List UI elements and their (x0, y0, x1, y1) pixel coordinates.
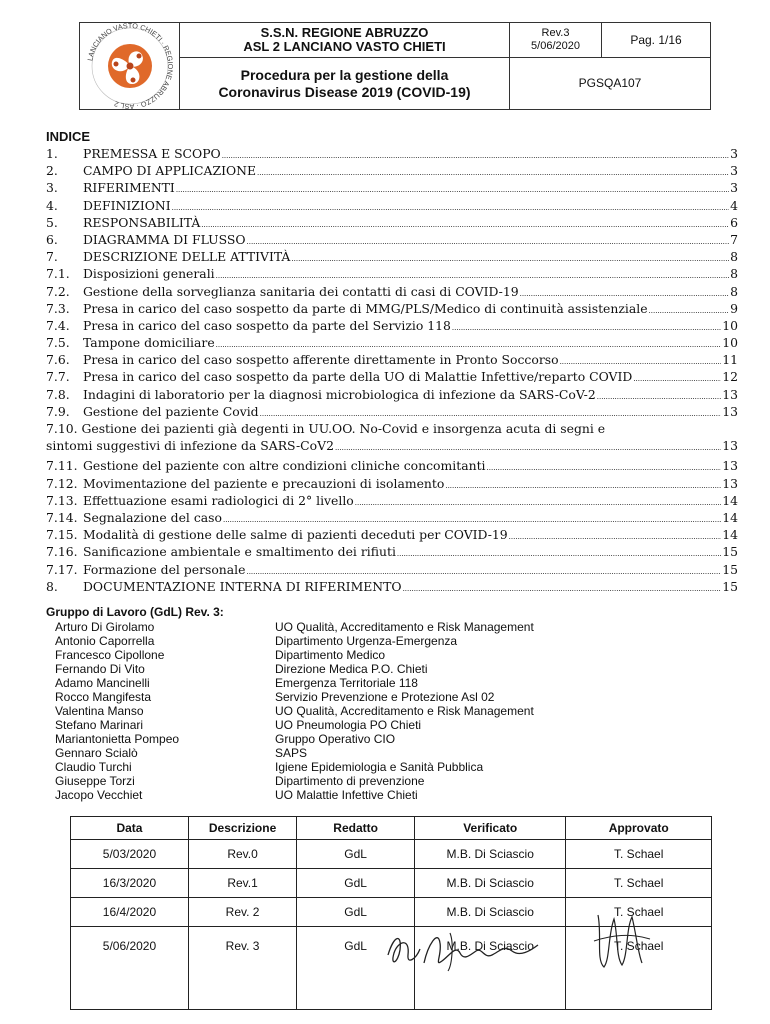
member-unit: Dipartimento Urgenza-Emergenza (275, 634, 458, 648)
table-of-contents (46, 145, 738, 595)
rev-description: Rev.0 (188, 840, 296, 869)
rev-verified: M.B. Di Sciascio (415, 840, 566, 869)
member-name: Claudio Turchi (55, 760, 132, 774)
revision-header-row (71, 817, 712, 840)
member-unit: UO Qualità, Accreditamento e Risk Management (275, 704, 534, 718)
list-item (55, 704, 655, 718)
rev-description: Rev.1 (188, 869, 296, 898)
rev-drafted: GdL (297, 840, 415, 869)
rev-description: Rev. 3 (188, 927, 296, 1010)
toc-entry-number: 2. (46, 163, 58, 179)
procedure-line-2: Coronavirus Disease 2019 (COVID-19) (218, 84, 471, 100)
toc-entry-page: 14 (722, 509, 738, 525)
toc-entry-page: 14 (722, 527, 738, 543)
triskelion-icon (108, 44, 152, 88)
toc-entry[interactable] (46, 334, 738, 351)
list-item (55, 690, 655, 704)
rev-date: 16/3/2020 (71, 869, 189, 898)
toc-entry-number: 7.11. (46, 458, 78, 474)
toc-entry-number: 7.14. (46, 509, 78, 525)
toc-entry-page: 13 (722, 386, 738, 402)
toc-dot-leader (403, 578, 722, 598)
member-unit: Servizio Prevenzione e Protezione Asl 02 (275, 690, 495, 704)
rev-verified: M.B. Di Sciascio (415, 898, 566, 927)
toc-entry-page: 9 (730, 300, 738, 316)
list-item (55, 774, 655, 788)
rev-verified: M.B. Di Sciascio (415, 869, 566, 898)
toc-entry-title: Sanificazione ambientale e smaltimento dei rifiuti (83, 544, 396, 560)
rev-drafted: GdL (297, 898, 415, 927)
member-unit: Gruppo Operativo CIO (275, 732, 396, 746)
toc-entry-title-continued (46, 437, 738, 457)
rev-approved: T. Schael (566, 840, 712, 869)
toc-entry[interactable] (46, 492, 738, 509)
toc-entry-number: 7.6. (46, 352, 70, 368)
toc-entry[interactable] (46, 561, 738, 578)
toc-entry-number: 7.4. (46, 317, 70, 333)
list-item (55, 718, 655, 732)
toc-entry[interactable] (46, 543, 738, 560)
toc-entry-page: 13 (722, 438, 738, 454)
toc-entry-title: Formazione del personale (83, 561, 246, 577)
working-group-list (55, 620, 655, 802)
toc-entry[interactable] (46, 475, 738, 492)
revision-cell (510, 23, 602, 58)
index-title: INDICE (46, 129, 91, 144)
toc-entry-title: Effettuazione esami radiologici di 2° livello (83, 492, 354, 508)
toc-entry-title: Gestione del paziente Covid (83, 403, 259, 419)
signature-approved (588, 905, 658, 975)
toc-entry[interactable] (46, 317, 738, 334)
toc-entry-title: Presa in carico del caso sospetto da parte del Servizio 118 (83, 317, 451, 333)
toc-entry-number: 6. (46, 231, 58, 247)
member-name: Giuseppe Torzi (55, 774, 135, 788)
member-name: Francesco Cipollone (55, 648, 165, 662)
toc-entry[interactable] (46, 179, 738, 196)
rev-date: 5/06/2020 (71, 927, 189, 1010)
toc-entry-page: 15 (722, 561, 738, 577)
rev-drafted: GdL (297, 869, 415, 898)
toc-entry-number: 3. (46, 180, 58, 196)
procedure-title (180, 58, 510, 109)
member-name: Fernando Di Vito (55, 662, 145, 676)
toc-entry-number: 1. (46, 146, 58, 161)
toc-entry-page: 3 (730, 180, 738, 196)
toc-entry-number: 7.2. (46, 283, 70, 299)
toc-entry[interactable] (46, 368, 738, 385)
toc-entry-number: 8. (46, 578, 58, 594)
toc-entry-page: 11 (722, 352, 738, 368)
table-row (71, 840, 712, 869)
toc-entry[interactable] (46, 351, 738, 368)
document-header (79, 22, 711, 110)
toc-entry-number: 4. (46, 197, 58, 213)
list-item (55, 634, 655, 648)
toc-entry[interactable] (46, 248, 738, 265)
member-unit: UO Pneumologia PO Chieti (275, 718, 422, 732)
member-name: Antonio Caporrella (55, 634, 155, 648)
toc-entry-title: Movimentazione del paziente e precauzioni di isolamento (83, 475, 445, 491)
toc-entry-page: 13 (722, 403, 738, 419)
toc-entry-page: 3 (730, 146, 738, 161)
signature-verified (380, 915, 550, 975)
toc-entry-page: 4 (730, 197, 738, 213)
toc-entry-number: 7.13. (46, 492, 78, 508)
list-item (55, 676, 655, 690)
org-line-2: ASL 2 LANCIANO VASTO CHIETI (243, 39, 446, 54)
member-name: Jacopo Vecchiet (55, 788, 143, 802)
toc-entry[interactable] (46, 214, 738, 231)
toc-entry-page: 8 (730, 283, 738, 299)
list-item (55, 788, 655, 802)
table-row (71, 869, 712, 898)
toc-entry[interactable] (46, 386, 738, 403)
toc-entry-page: 8 (730, 249, 738, 265)
member-unit: Igiene Epidemiologia e Sanità Pubblica (275, 760, 484, 774)
list-item (55, 620, 655, 634)
rev-date: 16/4/2020 (71, 898, 189, 927)
col-header-verificato: Verificato (415, 817, 566, 840)
member-unit: Direzione Medica P.O. Chieti (275, 662, 428, 676)
member-unit: UO Qualità, Accreditamento e Risk Management (275, 620, 534, 634)
toc-entry-title: Disposizioni generali (83, 266, 215, 282)
toc-entry[interactable] (46, 197, 738, 214)
rev-drafted: GdL (297, 927, 415, 1010)
rev-approved: T. Schael (566, 869, 712, 898)
toc-entry-number: 7.15. (46, 527, 78, 543)
asl-logo (80, 23, 180, 109)
member-unit: SAPS (275, 746, 308, 760)
member-name: Adamo Mancinelli (55, 676, 150, 690)
toc-entry[interactable] (46, 420, 738, 457)
toc-entry-page: 6 (730, 214, 738, 230)
toc-entry-title: 7.10. Gestione dei pazienti già degenti in UU.OO. No-Covid e insorgenza acuta di segni e (46, 421, 606, 436)
toc-entry-title: PREMESSA E SCOPO (83, 146, 221, 161)
toc-entry-title: DOCUMENTAZIONE INTERNA DI RIFERIMENTO (83, 578, 402, 594)
list-item (55, 746, 655, 760)
org-title (180, 23, 510, 58)
toc-entry-number: 7.9. (46, 403, 70, 419)
toc-entry-number: 7.7. (46, 369, 70, 385)
toc-entry-title: Gestione della sorveglianza sanitaria dei contatti di casi di COVID-19 (83, 283, 519, 299)
toc-entry-number: 7.5. (46, 335, 70, 351)
col-header-approvato: Approvato (566, 817, 712, 840)
list-item (55, 760, 655, 774)
toc-entry-number: 7.8. (46, 386, 70, 402)
toc-entry-title: Gestione del paziente con altre condizioni cliniche concomitanti (83, 458, 486, 474)
toc-entry-title: DESCRIZIONE DELLE ATTIVITÀ (83, 249, 291, 265)
toc-entry-number: 5. (46, 214, 58, 230)
toc-entry[interactable] (46, 509, 738, 526)
member-unit: UO Malattie Infettive Chieti (275, 788, 418, 802)
toc-entry-title: sintomi suggestivi di infezione da SARS-CoV2 (46, 438, 334, 454)
toc-entry[interactable] (46, 265, 738, 282)
col-header-descrizione: Descrizione (188, 817, 296, 840)
toc-entry-title: Indagini di laboratorio per la diagnosi microbiologica di infezione da SARS-CoV-2 (83, 386, 596, 402)
logo-ring-text: LANCIANO VASTO CHIETI · REGIONE ABRUZZO · ASL 2 (85, 23, 176, 109)
org-line-1: S.S.N. REGIONE ABRUZZO (260, 25, 429, 40)
toc-entry-number: 7.12. (46, 475, 78, 491)
toc-entry-page: 13 (722, 475, 738, 491)
revision-date: 5/06/2020 (531, 40, 580, 52)
toc-entry-title: DEFINIZIONI (83, 197, 171, 213)
toc-entry-title: Tampone domiciliare (83, 335, 215, 351)
rev-date: 5/03/2020 (71, 840, 189, 869)
toc-entry[interactable] (46, 457, 738, 474)
procedure-code: PGSQA107 (578, 76, 642, 90)
toc-entry-title: RESPONSABILITÀ (83, 214, 201, 230)
toc-entry-page: 7 (730, 231, 738, 247)
toc-entry-title: RIFERIMENTI (83, 180, 175, 196)
toc-entry-page: 14 (722, 492, 738, 508)
toc-entry[interactable] (46, 162, 738, 179)
member-name: Stefano Marinari (55, 718, 144, 732)
toc-entry-page: 15 (722, 578, 738, 594)
toc-entry-number: 7.16. (46, 544, 78, 560)
toc-entry-title: DIAGRAMMA DI FLUSSO (83, 231, 246, 247)
member-name: Rocco Mangifesta (55, 690, 152, 704)
member-name: Mariantonietta Pompeo (55, 732, 180, 746)
list-item (55, 732, 655, 746)
toc-entry-page: 12 (722, 369, 738, 385)
rev-approved: T. Schael (566, 898, 712, 927)
list-item (55, 648, 655, 662)
toc-entry-title: Segnalazione del caso (83, 509, 222, 525)
toc-entry[interactable] (46, 145, 738, 162)
member-unit: Dipartimento Medico (275, 648, 386, 662)
toc-entry-title: Presa in carico del caso sospetto da parte di MMG/PLS/Medico di continuità assistenziale (83, 300, 648, 316)
page-number: Pag. 1/16 (602, 23, 710, 58)
toc-entry[interactable] (46, 283, 738, 300)
toc-entry-number: 7.1. (46, 266, 70, 282)
logo-cell (80, 23, 180, 109)
member-name: Valentina Manso (55, 704, 144, 718)
rev-description: Rev. 2 (188, 898, 296, 927)
member-unit: Dipartimento di prevenzione (275, 774, 425, 788)
toc-entry-number: 7. (46, 249, 58, 265)
toc-entry-page: 13 (722, 458, 738, 474)
rev-verified: M.B. Di Sciascio (415, 927, 566, 1010)
toc-entry-page: 15 (722, 544, 738, 560)
toc-entry-page: 10 (722, 335, 738, 351)
toc-entry-page: 8 (730, 266, 738, 282)
toc-entry-title: Presa in carico del caso sospetto afferente direttamente in Pronto Soccorso (83, 352, 559, 368)
toc-entry-title: CAMPO DI APPLICAZIONE (83, 163, 257, 179)
toc-entry[interactable] (46, 403, 738, 420)
col-header-redatto: Redatto (297, 817, 415, 840)
toc-entry-page: 3 (730, 163, 738, 179)
toc-entry-title: Modalità di gestione delle salme di pazienti deceduti per COVID-19 (83, 527, 508, 543)
list-item (55, 662, 655, 676)
toc-entry-number: 7.3. (46, 300, 70, 316)
toc-entry[interactable] (46, 526, 738, 543)
toc-entry[interactable] (46, 300, 738, 317)
rev-approved: T. Schael (566, 927, 712, 1010)
toc-entry-title: Presa in carico del caso sospetto da parte della UO di Malattie Infettive/reparto COVID (83, 369, 633, 385)
member-name: Gennaro Scialò (55, 746, 138, 760)
revision-label: Rev.3 (541, 27, 570, 39)
member-unit: Emergenza Territoriale 118 (275, 676, 418, 690)
toc-entry-number: 7.17. (46, 561, 78, 577)
toc-entry[interactable] (46, 578, 738, 595)
member-name: Arturo Di Girolamo (55, 620, 155, 634)
toc-entry-page: 10 (722, 317, 738, 333)
toc-dot-leader (335, 437, 721, 457)
col-header-data: Data (71, 817, 189, 840)
procedure-line-1: Procedura per la gestione della (240, 67, 449, 83)
working-group-title: Gruppo di Lavoro (GdL) Rev. 3: (46, 605, 224, 619)
toc-entry[interactable] (46, 231, 738, 248)
